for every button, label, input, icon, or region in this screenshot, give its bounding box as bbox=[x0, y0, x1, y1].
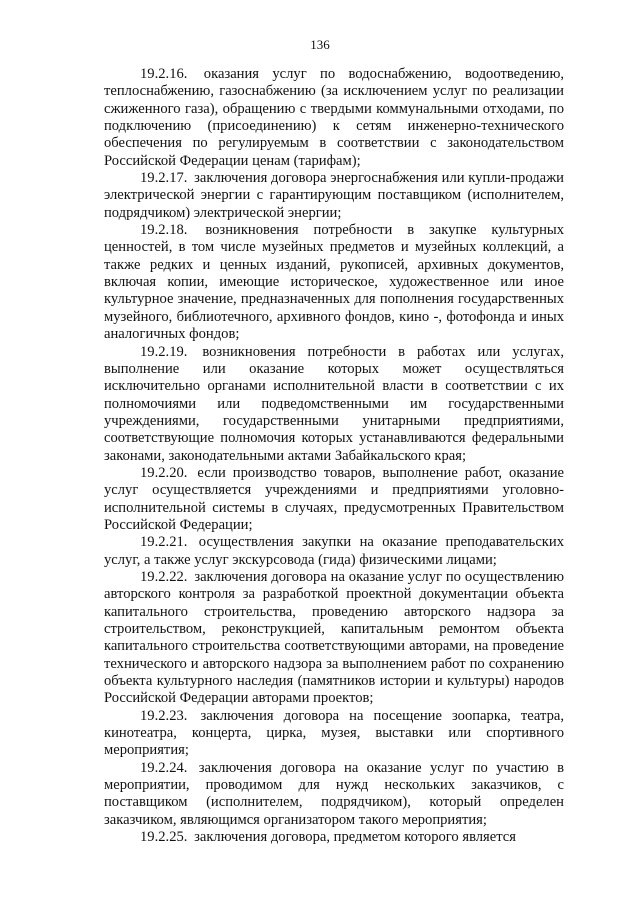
document-body bbox=[104, 66, 564, 846]
clause-text: заключения договора на оказание услуг по участию в мероприятии, проводимом для нужд нескольких заказчиков, с поставщиком (исполнителем, подрядчиком), который определен заказчиком, являющимся организатором такого мероприятия; bbox=[104, 759, 564, 828]
clause-number: 19.2.24. bbox=[140, 759, 188, 776]
clause-number: 19.2.21. bbox=[140, 534, 188, 551]
clause-text: заключения договора, предметом которого является bbox=[194, 829, 516, 846]
clause-number: 19.2.17. bbox=[140, 170, 188, 187]
clause-paragraph bbox=[104, 222, 564, 343]
clause-paragraph bbox=[104, 534, 564, 569]
clause-paragraph bbox=[104, 170, 564, 222]
clause-text: заключения договора на оказание услуг по осуществлению авторского контроля за разработкой проектной документации объекта капитального строительства, проведению авторского надзора за строительством, реконструкцией, капитальным ремонтом объекта капитального строительства соответствующими авторами, на проведение технического и авторского надзора за выполнением работ по сохранению объекта культурного наследия (памятников истории и культуры) народов Российской Федерации авторами проектов; bbox=[104, 568, 564, 707]
clause-number: 19.2.25. bbox=[140, 829, 188, 846]
clause-number: 19.2.22. bbox=[140, 568, 188, 585]
clause-paragraph bbox=[104, 708, 564, 760]
clause-paragraph bbox=[104, 829, 564, 846]
clause-number: 19.2.20. bbox=[140, 464, 188, 481]
clause-text: заключения договора энергоснабжения или купли-продажи электрической энергии с гарантирующим поставщиком (исполнителем, подрядчиком) электрической энергии; bbox=[104, 170, 564, 221]
clause-number: 19.2.16. bbox=[140, 66, 188, 82]
clause-number: 19.2.23. bbox=[140, 707, 188, 724]
clause-paragraph bbox=[104, 569, 564, 708]
clause-text: оказания услуг по водоснабжению, водоотведению, теплоснабжению, газоснабжению (за исключением услуг по реализации сжиженного газа), обращению с твердыми коммунальными отходами, по подключению (присоединению) к сетям инженерно-технического обеспечения по регулируемым в соответствии с законодательством Российской Федерации ценам (тарифам); bbox=[104, 66, 564, 169]
clause-text: возникновения потребности в закупке культурных ценностей, в том числе музейных предметов и музейных коллекций, а также редких и ценных изданий, рукописей, архивных документов, включая копии, имеющие историческое, художественное или иное культурное значение, предназначенных для пополнения государственных музейного, библиотечного, архивного фондов, кино -, фотофонда и иных аналогичных фондов; bbox=[104, 222, 564, 343]
clause-paragraph bbox=[104, 465, 564, 534]
clause-text: если производство товаров, выполнение работ, оказание услуг осуществляется учреждениями и предприятиями уголовно-исполнительной системы в случаях, предусмотренных Правительством Российской Федерации; bbox=[104, 464, 564, 533]
clause-text: заключения договора на посещение зоопарка, театра, кинотеатра, концерта, цирка, музея, выставки или спортивного мероприятия; bbox=[104, 707, 564, 759]
page-number: 136 bbox=[310, 37, 330, 52]
clause-paragraph bbox=[104, 66, 564, 170]
clause-paragraph bbox=[104, 760, 564, 829]
clause-number: 19.2.18. bbox=[140, 222, 188, 239]
clause-number: 19.2.19. bbox=[140, 343, 188, 360]
clause-paragraph bbox=[104, 344, 564, 465]
clause-text: осуществления закупки на оказание преподавательских услуг, а также услуг экскурсовода (гида) физическими лицами; bbox=[104, 534, 564, 568]
clause-text: возникновения потребности в работах или услугах, выполнение или оказание которых может осуществляться исключительно органами исполнительной власти в соответствии с их полномочиями или подведомственными им государственными учреждениями, государственными унитарными предприятиями, соответствующие полномочия которых устанавливаются федеральными законами, законодательными актами Забайкальского края; bbox=[104, 343, 564, 464]
